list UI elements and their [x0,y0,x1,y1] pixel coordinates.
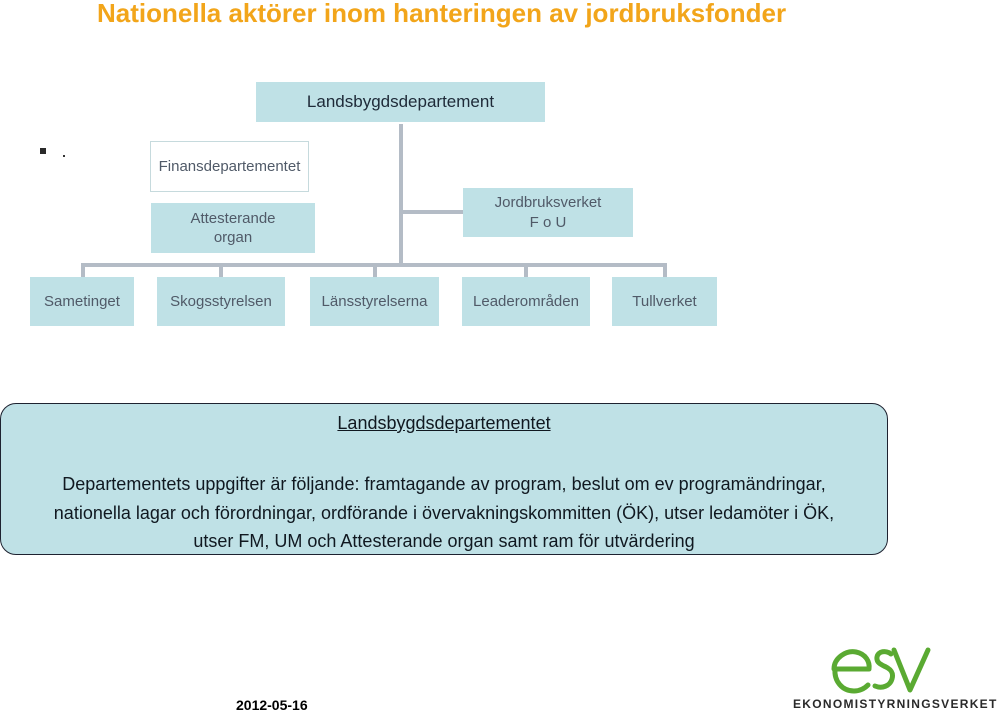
node-label-line2: organ [213,229,253,246]
connector-drop-1 [81,263,85,277]
node-label: Skogsstyrelsen [170,292,272,310]
node-label: Sametinget [44,292,120,310]
node-label: Leaderområden [473,292,579,310]
info-box [0,403,888,555]
connector-drop-2 [219,263,223,277]
node-jordbruksverket [463,188,633,237]
node-label: Tullverket [632,292,697,310]
connector-drop-3 [373,263,377,277]
footer-date: 2012-05-16 [236,697,308,713]
node-label: Landsbygdsdepartement [306,91,495,111]
connector-drop-4 [524,263,528,277]
node-label-line2: F o U [529,213,567,231]
bullet-dot [63,155,65,157]
info-line-3: utser FM, UM och Attesterande organ samt ram för utvärdering [193,531,695,551]
info-line-1: Departementets uppgifter är följande: framtagande av program, beslut om ev programändringar, [62,474,826,494]
logo-caption: EKONOMISTYRNINGSVERKET [793,697,998,711]
node-label-line1: Attesterande [190,209,276,227]
page-title: Nationella aktörer inom hanteringen av jordbruksfonder [97,0,787,28]
node-skogsstyrelsen [157,277,285,326]
info-line-2: nationella lagar och förordningar, ordförande i övervakningskommitten (ÖK), utser ledamöter i ÖK, [53,503,835,523]
node-finansdepartementet [150,141,309,192]
bullet-marker [40,148,46,154]
connector-trunk [399,124,403,264]
node-leaderomraden [462,277,590,326]
connector-drop-5 [663,263,667,277]
connector-jbv [401,210,463,214]
info-heading: Landsbygdsdepartementet [337,413,551,433]
node-label-line1: Jordbruksverket [494,194,602,211]
node-sametinget [30,277,134,326]
node-attesterande-organ [151,203,315,253]
node-lansstyrelserna [310,277,439,326]
node-label: Finansdepartementet [158,157,301,175]
node-label: Länsstyrelserna [321,292,428,310]
node-landsbygdsdepartement [256,82,545,122]
node-tullverket [612,277,717,326]
